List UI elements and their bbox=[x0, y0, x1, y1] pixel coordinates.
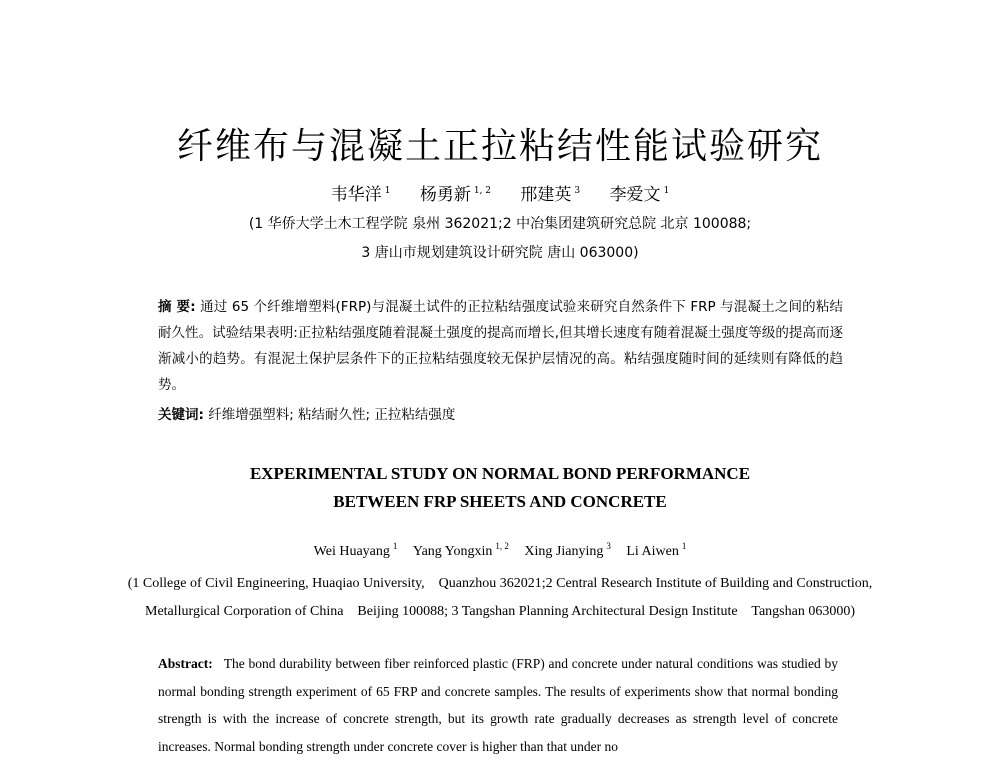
chinese-author bbox=[331, 185, 391, 205]
author-name: Yang Yongxin bbox=[412, 543, 493, 559]
chinese-keywords-text: 纤维增强塑料; 粘结耐久性; 正拉粘结强度 bbox=[208, 407, 456, 423]
author-affiliation-mark: 1 bbox=[681, 541, 687, 551]
author-affiliation-mark: 1 bbox=[663, 186, 670, 197]
chinese-abstract-label: 摘 要: bbox=[158, 299, 196, 315]
author-name: Xing Jianying bbox=[524, 543, 604, 559]
author-name: 韦华洋 bbox=[330, 185, 382, 205]
author-name: 李爱文 bbox=[609, 185, 661, 205]
chinese-author bbox=[420, 185, 491, 205]
chinese-keywords-label: 关键词: bbox=[158, 407, 204, 423]
chinese-abstract bbox=[158, 294, 843, 398]
chinese-abstract-text: 通过 65 个纤维增塑料(FRP)与混凝土试件的正拉粘结强度试验来研究自然条件下 FRP 与混凝土之间的粘结耐久性。试验结果表明:正拉粘结强度随着混凝土强度的提高而增长,但其增长速度有随着混凝土强度等级的提高而逐渐减小的趋势。有混泥土保护层条件下的正拉粘结强度较无保护层情况的高。粘结强度随时间的延续则有降低的趋势。 bbox=[158, 299, 843, 393]
english-affiliation-line-2: Metallurgical Corporation of China Beijing 100088; 3 Tangshan Planning Architectural Design Institute Tangshan 063000) bbox=[145, 604, 855, 619]
chinese-title: 纤维布与混凝土正拉粘结性能试验研究 bbox=[176, 126, 823, 168]
english-affiliation-line-1: (1 College of Civil Engineering, Huaqiao University, Quanzhou 362021;2 Central Research Institute of Building and Construction, bbox=[127, 576, 873, 591]
english-affiliation bbox=[0, 570, 1000, 626]
chinese-affiliation-line-1: (1 华侨大学土木工程学院 泉州 362021;2 中冶集团建筑研究总院 北京 100088; bbox=[248, 216, 752, 232]
author-affiliation-mark: 1 bbox=[384, 186, 391, 197]
english-title bbox=[0, 460, 1000, 516]
english-author bbox=[524, 541, 611, 559]
english-abstract-label: Abstract: bbox=[158, 656, 213, 671]
english-author bbox=[626, 541, 687, 559]
english-author bbox=[412, 541, 509, 559]
author-name: Wei Huayang bbox=[313, 543, 390, 559]
author-name: 邢建英 bbox=[520, 185, 572, 205]
english-author bbox=[313, 541, 398, 559]
chinese-keywords bbox=[158, 403, 455, 423]
english-abstract-text: The bond durability between fiber reinforced plastic (FRP) and concrete under natural conditions was studied by normal bonding strength experiment of 65 FRP and concrete samples. The results of experiments show that normal bonding strength is with the increase of concrete strength, but its growth rate gradually decreases as strength level of concrete increases. Normal bonding strength under concrete cover is higher than that under no bbox=[158, 656, 838, 754]
author-affiliation-mark: 3 bbox=[606, 541, 611, 551]
author-affiliation-mark: 3 bbox=[574, 186, 581, 197]
chinese-author bbox=[520, 185, 580, 205]
author-name: Li Aiwen bbox=[626, 543, 679, 559]
author-affiliation-mark: 1 bbox=[392, 541, 398, 551]
author-affiliation-mark: 1, 2 bbox=[473, 186, 492, 197]
chinese-affiliation-line-2: 3 唐山市规划建筑设计研究院 唐山 063000) bbox=[361, 245, 639, 261]
chinese-author bbox=[610, 185, 670, 205]
english-title-line-1: EXPERIMENTAL STUDY ON NORMAL BOND PERFORMANCE bbox=[249, 464, 751, 483]
author-name: 杨勇新 bbox=[419, 185, 471, 205]
english-author-list bbox=[0, 541, 1000, 560]
english-title-line-2: BETWEEN FRP SHEETS AND CONCRETE bbox=[333, 492, 667, 511]
chinese-author-list bbox=[0, 180, 1000, 205]
author-affiliation-mark: 1, 2 bbox=[495, 541, 509, 551]
english-abstract bbox=[158, 650, 838, 760]
